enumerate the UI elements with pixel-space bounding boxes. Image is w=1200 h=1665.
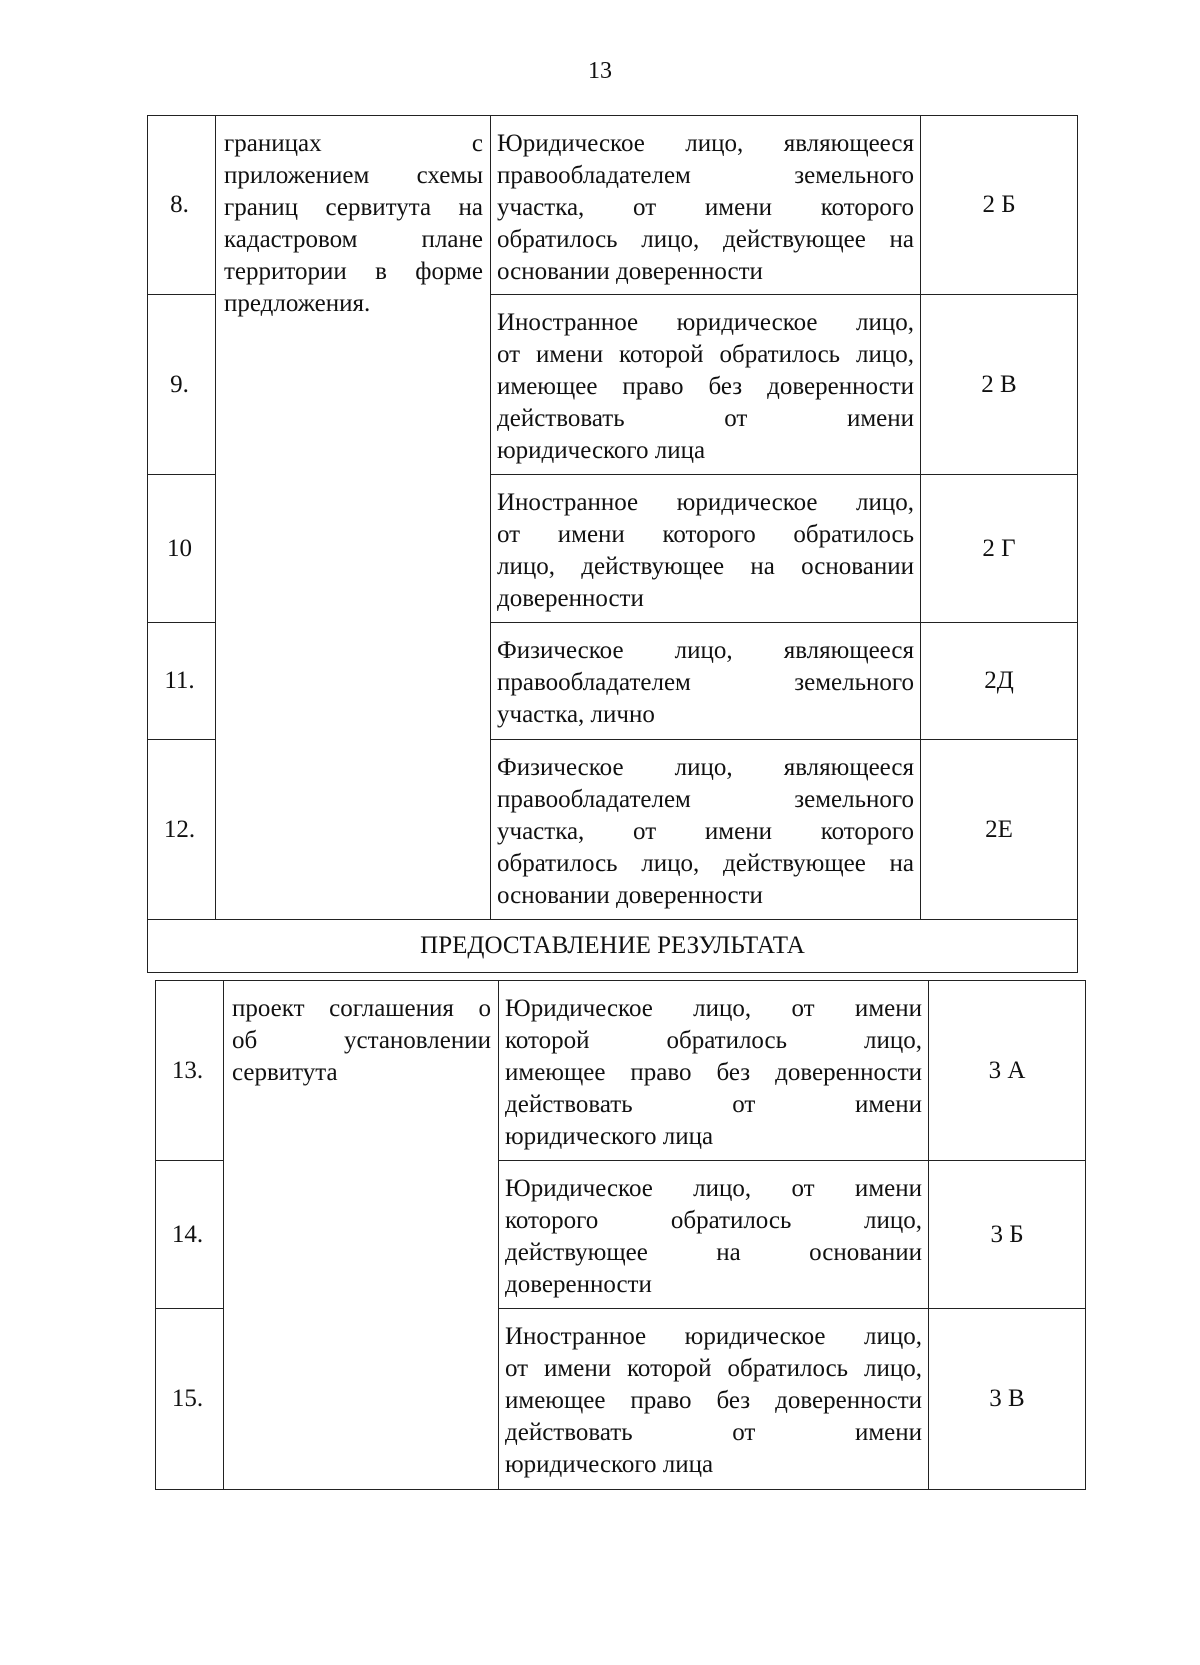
- table-row: [148, 116, 1078, 295]
- variant-code: 2 Б: [921, 116, 1078, 295]
- service-description: [216, 116, 491, 920]
- row-number: 10: [148, 475, 216, 623]
- applicant-line: правообладателем земельного: [497, 162, 914, 189]
- row-number: 9.: [148, 295, 216, 475]
- table-row: [156, 981, 1086, 1161]
- description-line: территории в форме: [224, 258, 483, 285]
- row-number: 12.: [148, 740, 216, 920]
- section-title: ПРЕДОСТАВЛЕНИЕ РЕЗУЛЬТАТА: [148, 920, 1078, 973]
- applicant-line: доверенности: [505, 1271, 652, 1298]
- applicant-line: участка, от имени которого: [497, 818, 914, 845]
- applicant-line: юридического лица: [497, 437, 706, 464]
- applicant-line: участка, от имени которого: [497, 194, 914, 221]
- row-number: 8.: [148, 116, 216, 295]
- applicant-line: основании доверенности: [497, 258, 763, 285]
- variant-code: 2 В: [921, 295, 1078, 475]
- applicant-line: действовать от имени: [505, 1419, 922, 1446]
- applicant-line: действовать от имени: [497, 405, 914, 432]
- variant-code: 3 Б: [929, 1161, 1086, 1309]
- description-line: кадастровом плане: [224, 226, 483, 253]
- description-line: сервитута: [232, 1059, 338, 1086]
- applicant-line: которой обратилось лицо,: [505, 1027, 922, 1054]
- applicant-line: основании доверенности: [497, 882, 763, 909]
- applicant-line: имеющее право без доверенности: [505, 1059, 922, 1086]
- applicant-line: правообладателем земельного: [497, 786, 914, 813]
- description-line: проект соглашения о: [232, 995, 491, 1022]
- applicant-description: [499, 1161, 929, 1309]
- description-line: границ сервитута на: [224, 194, 483, 221]
- applicant-line: Иностранное юридическое лицо,: [497, 489, 914, 516]
- applicant-line: имеющее право без доверенности: [505, 1387, 922, 1414]
- applicant-line: Физическое лицо, являющееся: [497, 637, 914, 664]
- variant-code: 3 В: [929, 1309, 1086, 1490]
- applicant-line: от имени которой обратилось лицо,: [497, 341, 914, 368]
- applicant-line: юридического лица: [505, 1123, 714, 1150]
- description-line: предложения.: [224, 290, 371, 317]
- applicant-line: которого обратилось лицо,: [505, 1207, 922, 1234]
- applicant-line: от имени которого обратилось: [497, 521, 914, 548]
- description-line: приложением схемы: [224, 162, 483, 189]
- applicant-line: юридического лица: [505, 1451, 714, 1478]
- applicant-line: Иностранное юридическое лицо,: [505, 1323, 922, 1350]
- applicant-description: [491, 475, 921, 623]
- variant-code: 2Е: [921, 740, 1078, 920]
- description-line: границах с: [224, 130, 483, 157]
- applicant-line: Юридическое лицо, от имени: [505, 1175, 922, 1202]
- services-table-part1: [147, 115, 1078, 973]
- applicant-line: Юридическое лицо, от имени: [505, 995, 922, 1022]
- row-number: 13.: [156, 981, 224, 1161]
- applicant-description: [499, 1309, 929, 1490]
- applicant-line: обратилось лицо, действующее на: [497, 850, 914, 877]
- applicant-line: обратилось лицо, действующее на: [497, 226, 914, 253]
- row-number: 15.: [156, 1309, 224, 1490]
- applicant-line: действующее на основании: [505, 1239, 922, 1266]
- applicant-description: [499, 981, 929, 1161]
- description-line: об установлении: [232, 1027, 491, 1054]
- applicant-line: Иностранное юридическое лицо,: [497, 309, 914, 336]
- applicant-description: [491, 740, 921, 920]
- services-table-part2: [155, 980, 1086, 1490]
- page-number: 13: [588, 58, 612, 84]
- row-number: 14.: [156, 1161, 224, 1309]
- applicant-line: правообладателем земельного: [497, 669, 914, 696]
- row-number: 11.: [148, 623, 216, 740]
- applicant-line: имеющее право без доверенности: [497, 373, 914, 400]
- applicant-line: участка, лично: [497, 701, 655, 728]
- applicant-line: Юридическое лицо, являющееся: [497, 130, 914, 157]
- applicant-line: Физическое лицо, являющееся: [497, 754, 914, 781]
- applicant-description: [491, 116, 921, 295]
- variant-code: 2Д: [921, 623, 1078, 740]
- section-header-row: [148, 920, 1078, 973]
- variant-code: 3 А: [929, 981, 1086, 1161]
- variant-code: 2 Г: [921, 475, 1078, 623]
- applicant-line: действовать от имени: [505, 1091, 922, 1118]
- applicant-line: доверенности: [497, 585, 644, 612]
- applicant-line: лицо, действующее на основании: [497, 553, 914, 580]
- service-description: [224, 981, 499, 1490]
- applicant-description: [491, 295, 921, 475]
- applicant-description: [491, 623, 921, 740]
- applicant-line: от имени которой обратилось лицо,: [505, 1355, 922, 1382]
